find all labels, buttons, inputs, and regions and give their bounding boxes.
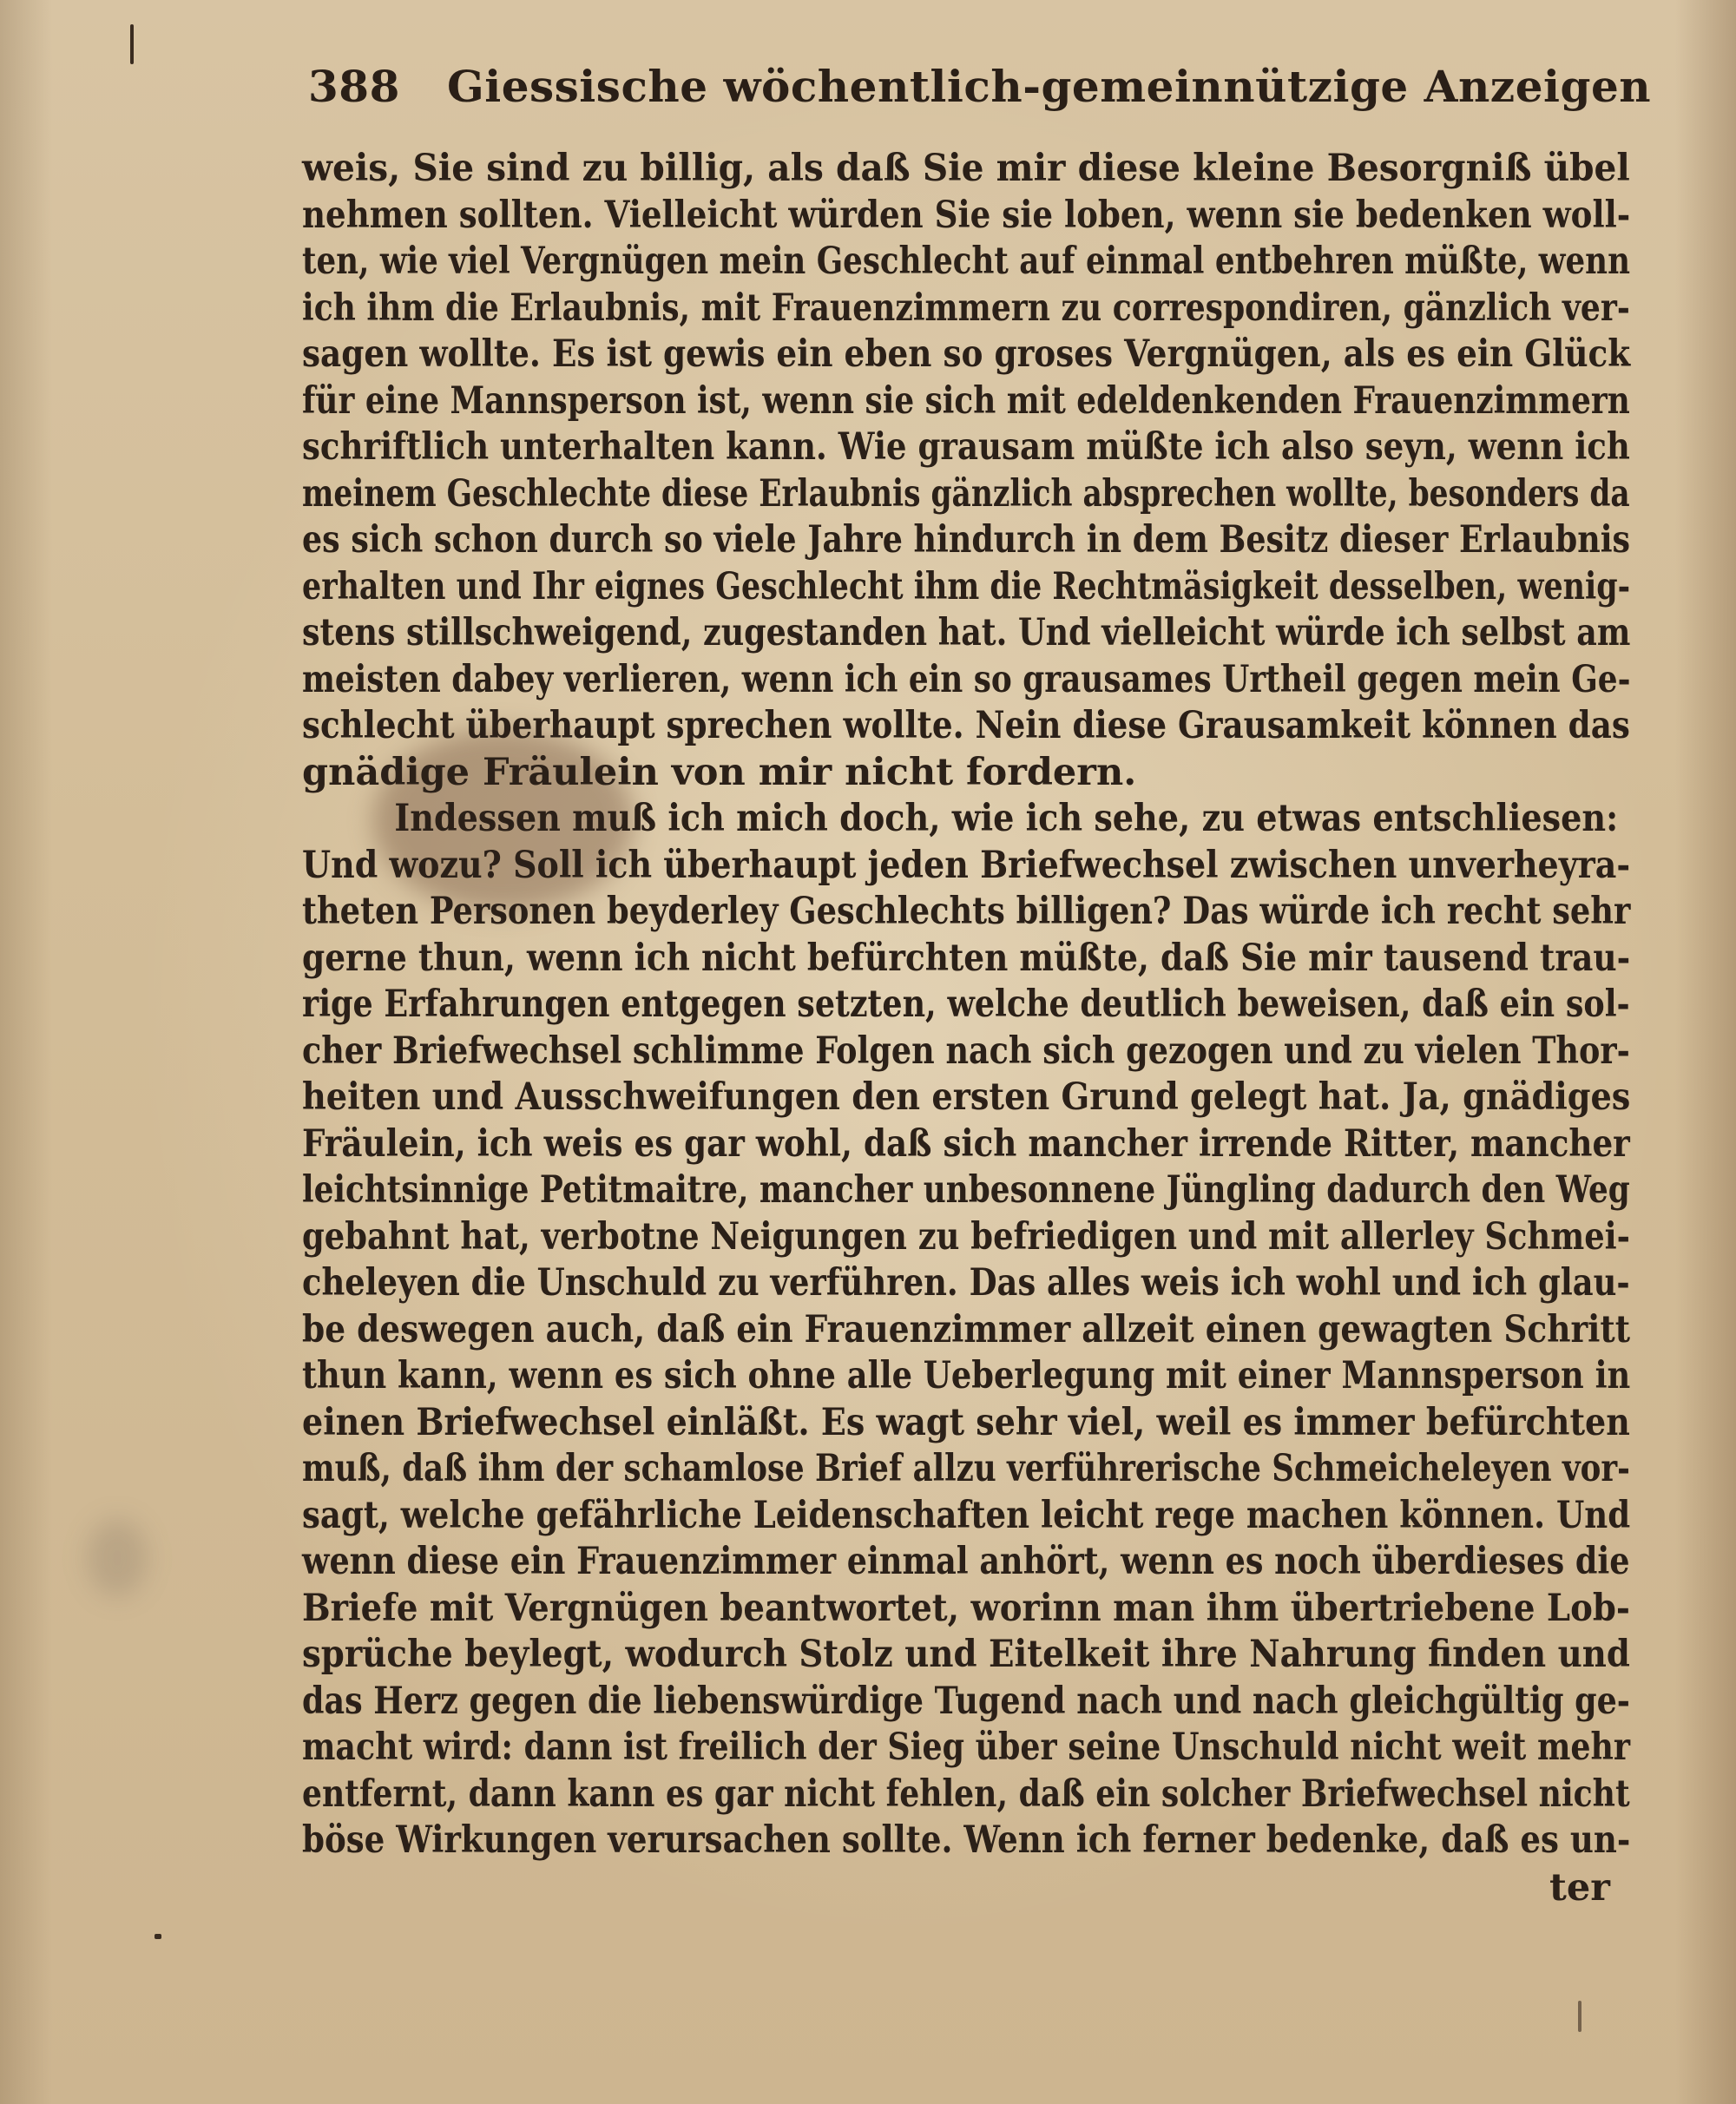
text-line: weis, Sie sind zu billig, als daß Sie mir diese kleine Besorgniß übel	[302, 147, 1630, 190]
text-line: macht wird: dann ist freilich der Sieg über seine Unschuld nicht weit mehr	[302, 1726, 1631, 1769]
margin-speck	[155, 1934, 161, 1939]
text-line: es sich schon durch so viele Jahre hindurch in dem Besitz dieser Erlaubnis	[302, 518, 1631, 562]
page-header	[308, 61, 1652, 130]
text-line: gnädige Fräulein von mir nicht fordern.	[302, 750, 1137, 794]
text-line: sagt, welche gefährliche Leidenschaften leicht rege machen können. Und	[302, 1493, 1631, 1537]
text-line: das Herz gegen die liebenswürdige Tugend nach und nach gleichgültig ge-	[302, 1679, 1630, 1723]
text-line: sagen wollte. Es ist gewis ein eben so groses Vergnügen, als es ein Glück	[302, 332, 1631, 376]
text-line: entfernt, dann kann es gar nicht fehlen, daß ein solcher Briefwechsel nicht	[302, 1772, 1630, 1816]
text-line: ich ihm die Erlaubnis, mit Frauenzimmern zu correspondiren, gänzlich ver-	[302, 286, 1630, 330]
text-line: cher Briefwechsel schlimme Folgen nach sich gezogen und zu vielen Thor-	[302, 1029, 1630, 1073]
text-line: meisten dabey verlieren, wenn ich ein so grausames Urtheil gegen mein Ge-	[302, 657, 1631, 701]
text-line: heiten und Ausschweifungen den ersten Grund gelegt hat. Ja, gnädiges	[302, 1075, 1631, 1119]
body-text	[302, 146, 1630, 1864]
text-line: meinem Geschlechte diese Erlaubnis gänzlich absprechen wollte, besonders da	[302, 471, 1630, 516]
page-right-edge-shadow	[1675, 0, 1736, 2104]
text-line: Und wozu? Soll ich überhaupt jeden Briefwechsel zwischen unverheyra-	[302, 843, 1631, 887]
text-line: thun kann, wenn es sich ohne alle Ueberlegung mit einer Mannsperson in	[302, 1354, 1631, 1397]
text-line: schlecht überhaupt sprechen wollte. Nein diese Grausamkeit können das	[302, 704, 1630, 747]
text-line: cheleyen die Unschuld zu verführen. Das alles weis ich wohl und ich glau-	[302, 1261, 1630, 1305]
text-line: wenn diese ein Frauenzimmer einmal anhört, wenn es noch überdieses die	[302, 1540, 1630, 1583]
text-line: sprüche beylegt, wodurch Stolz und Eitelkeit ihre Nahrung finden und	[302, 1633, 1630, 1676]
text-line: schriftlich unterhalten kann. Wie grausam müßte ich also seyn, wenn ich	[302, 425, 1630, 469]
text-line: für eine Mannsperson ist, wenn sie sich mit edeldenkenden Frauenzimmern	[302, 378, 1630, 423]
text-line: gebahnt hat, verbotne Neigungen zu befriedigen und mit allerley Schmei-	[302, 1214, 1630, 1259]
margin-mark	[130, 24, 134, 64]
paragraph-start-line: Indessen muß ich mich doch, wie ich sehe, zu etwas entschliesen:	[394, 797, 1619, 840]
text-line: stens stillschweigend, zugestanden hat. Und vielleicht würde ich selbst am	[302, 611, 1631, 654]
text-line: Briefe mit Vergnügen beantwortet, worinn man ihm übertriebene Lob-	[302, 1586, 1630, 1630]
page-number: 388	[308, 61, 400, 112]
text-line: ten, wie viel Vergnügen mein Geschlecht auf einmal entbehren müßte, wenn	[302, 240, 1630, 283]
paper-stain	[87, 1519, 148, 1597]
text-line: böse Wirkungen verursachen sollte. Wenn ich ferner bedenke, daß es un-	[302, 1818, 1631, 1862]
text-line: Fräulein, ich weis es gar wohl, daß sich mancher irrende Ritter, mancher	[302, 1121, 1630, 1166]
text-line: rige Erfahrungen entgegen setzten, welche deutlich beweisen, daß ein sol-	[302, 983, 1630, 1026]
text-line: muß, daß ihm der schamlose Brief allzu verführerische Schmeicheleyen vor-	[302, 1447, 1630, 1490]
text-line: leichtsinnige Petitmaitre, mancher unbesonnene Jüngling dadurch den Weg	[302, 1168, 1630, 1212]
running-title: Giessische wöchentlich-gemeinnützige Anzeigen	[447, 61, 1652, 112]
text-line: theten Personen beyderley Geschlechts billigen? Das würde ich recht sehr	[302, 890, 1631, 933]
page-left-edge-shadow	[0, 0, 52, 2104]
text-line: erhalten und Ihr eignes Geschlecht ihm die Rechtmäsigkeit desselben, wenig-	[302, 564, 1631, 608]
text-line: be deswegen auch, daß ein Frauenzimmer allzeit einen gewagten Schritt	[302, 1307, 1631, 1351]
margin-speck	[1578, 2001, 1581, 2032]
catchword: ter	[1549, 1866, 1610, 1910]
text-line: einen Briefwechsel einläßt. Es wagt sehr viel, weil es immer befürchten	[302, 1400, 1630, 1444]
text-line: nehmen sollten. Vielleicht würden Sie sie loben, wenn sie bedenken woll-	[302, 193, 1631, 237]
text-line: gerne thun, wenn ich nicht befürchten müßte, daß Sie mir tausend trau-	[302, 936, 1631, 980]
